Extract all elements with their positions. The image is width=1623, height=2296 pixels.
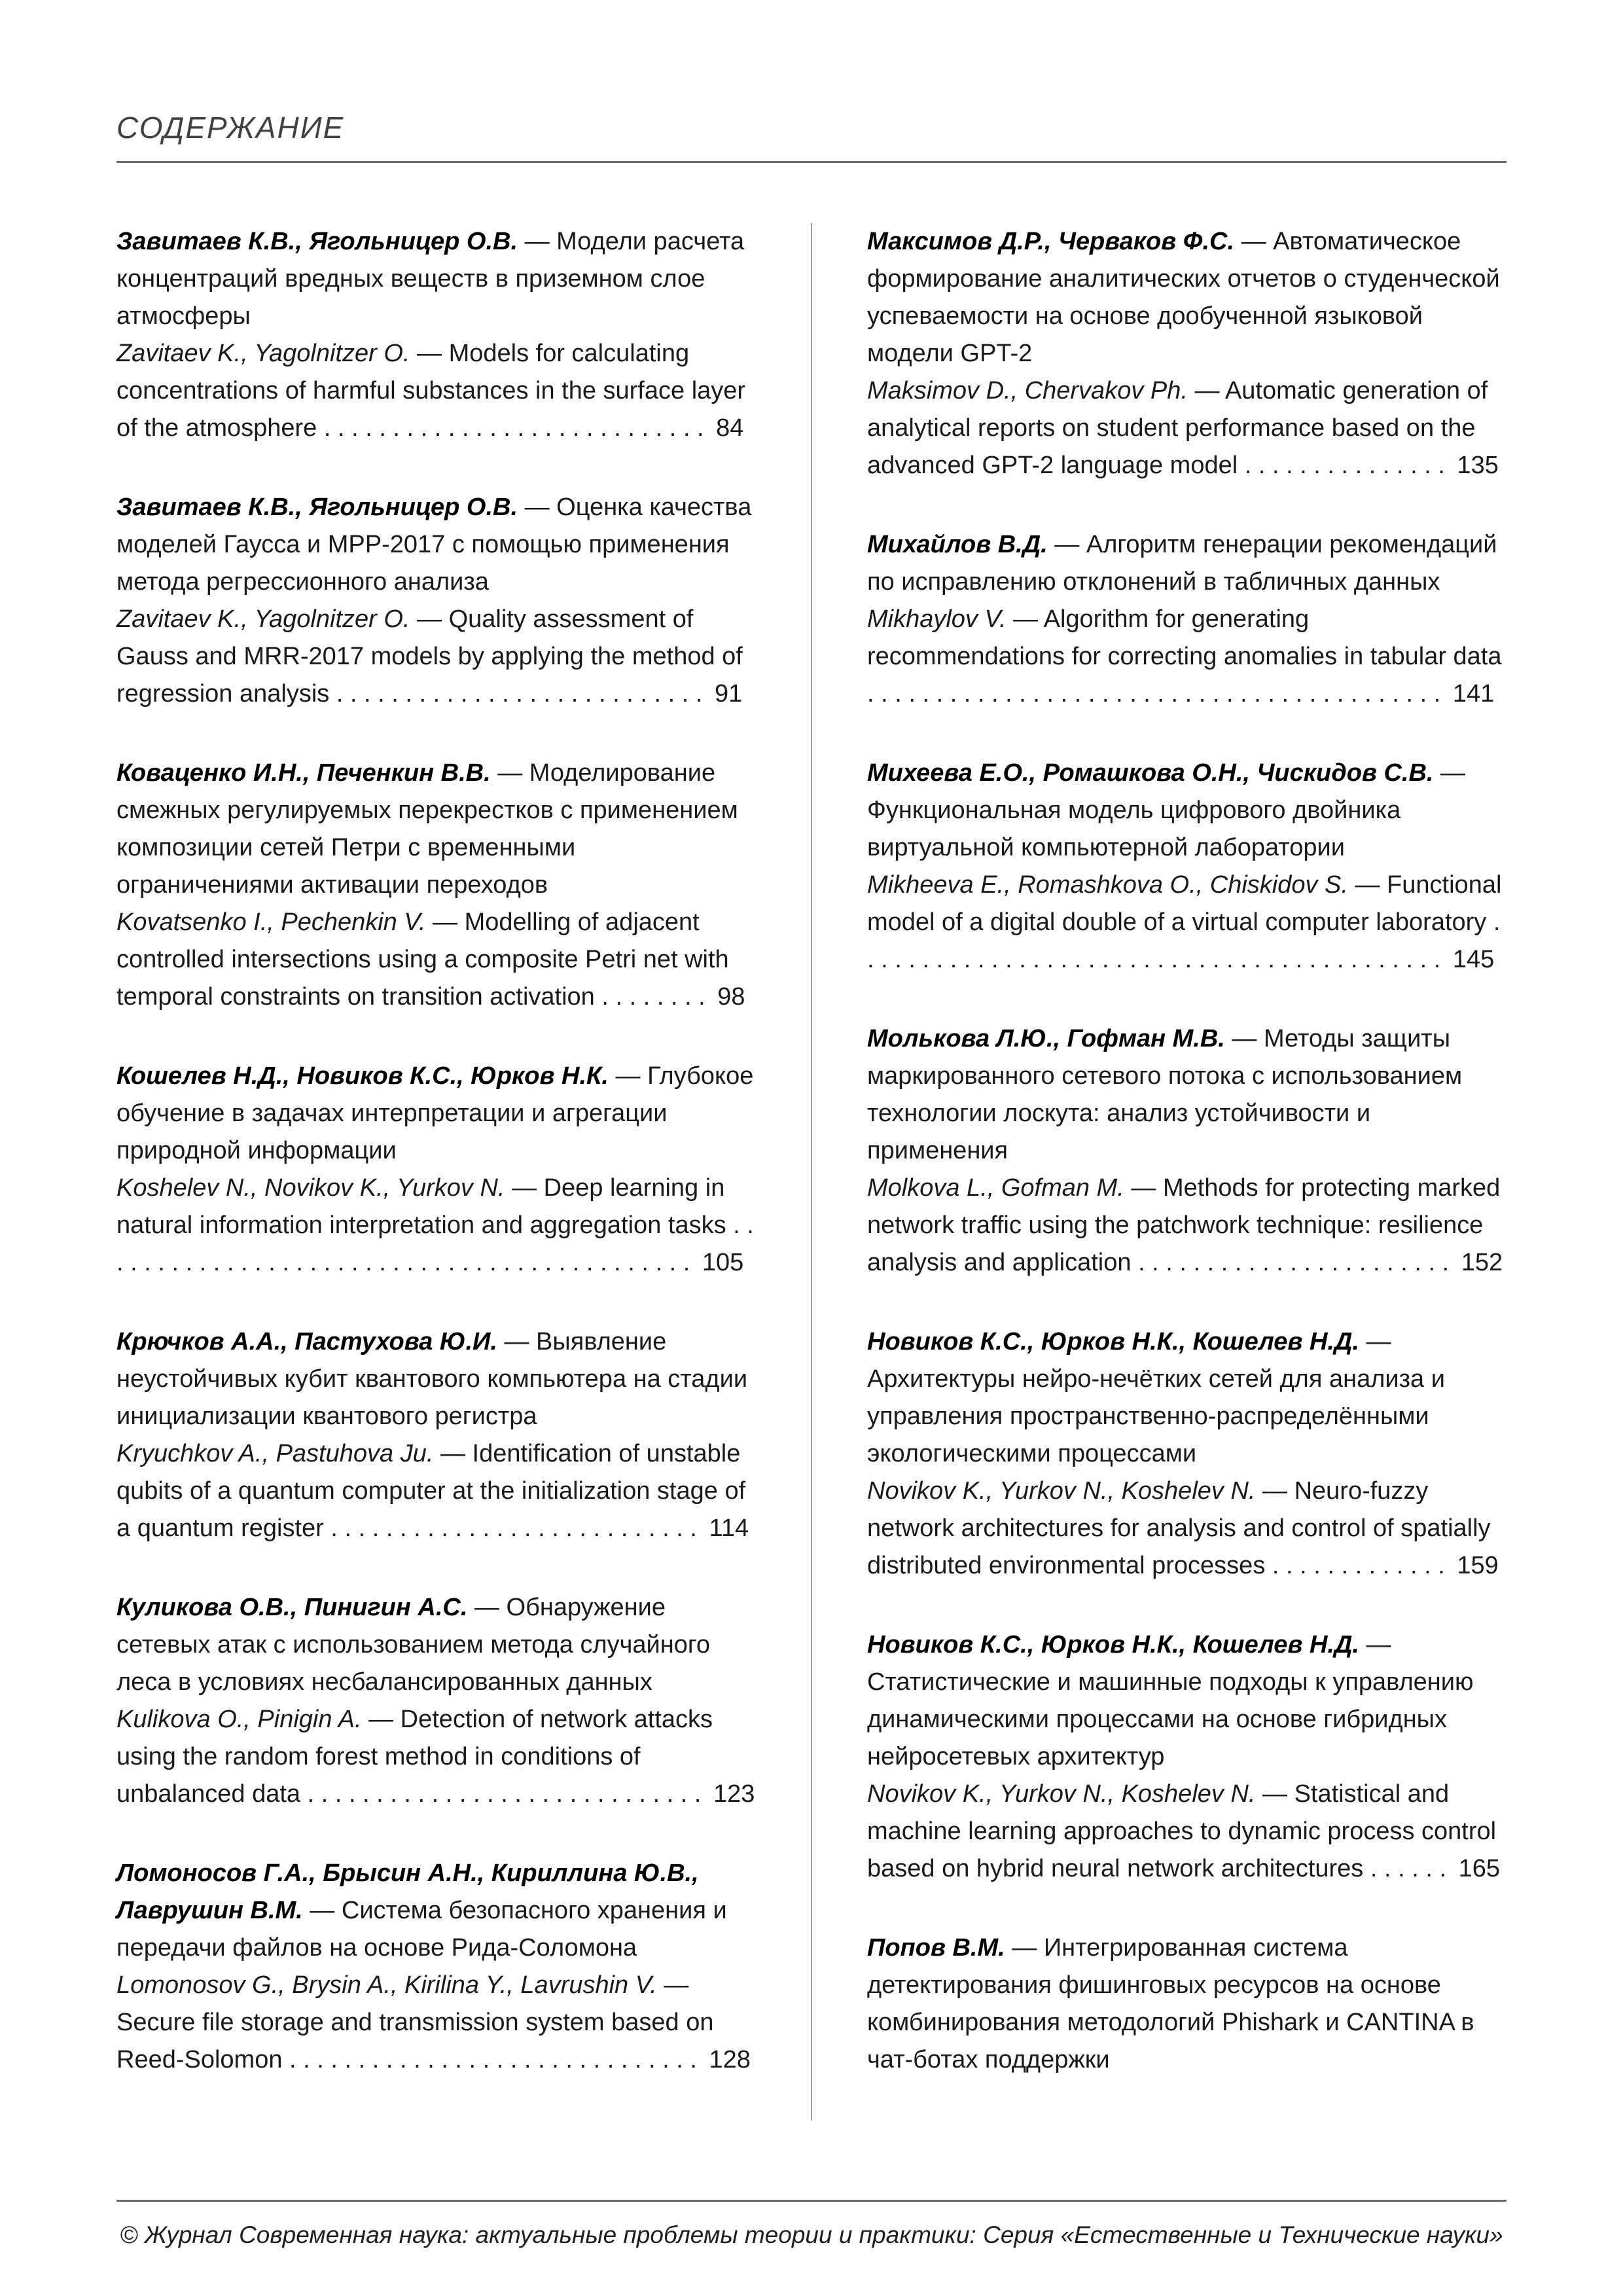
- toc-en-title: Identification of unstable qubits of a quantum computer at the initialization stage of a quantum register: [116, 1440, 746, 1542]
- toc-entry-english: [116, 1435, 756, 1547]
- toc-entry: [867, 1323, 1507, 1585]
- toc-page-number: 114: [709, 1515, 749, 1542]
- page-footer: [116, 2200, 1507, 2296]
- toc-en-authors: Novikov K., Yurkov N., Koshelev N.: [867, 1477, 1256, 1505]
- toc-leader-dots: . . . . . . . . . . . . . . . . . . . . . . .: [1138, 1249, 1456, 1276]
- toc-en-authors: Novikov K., Yurkov N., Koshelev N.: [867, 1780, 1256, 1808]
- toc-leader-dots: . . . . . . . . . . . . .: [1272, 1552, 1452, 1579]
- toc-ru-authors: Михайлов В.Д.: [867, 531, 1048, 558]
- toc-page-number: 135: [1457, 452, 1499, 479]
- toc-entry-english: [867, 1170, 1507, 1282]
- toc-en-authors: Kryuchkov A., Pastuhova Ju.: [116, 1440, 434, 1467]
- toc-page-number: 98: [717, 983, 745, 1011]
- toc-ru-title: Система безопасного хранения и передачи файлов на основе Рида-Соломона: [116, 1897, 727, 1962]
- toc-leader-dots: . . . . . . . . . . . . . . . . . . . . . . . . . . .: [330, 1515, 704, 1542]
- toc-en-separator: —: [1187, 377, 1225, 404]
- toc-ru-authors: Попов В.М.: [867, 1934, 1005, 1962]
- toc-ru-authors: Завитаев К.В., Ягольницер О.В.: [116, 228, 518, 255]
- toc-leader-dots: . . . . . . . . . . . . . . . . . . . . . . . . . . . . .: [307, 1780, 708, 1808]
- toc-en-authors: Mikhaylov V.: [867, 605, 1007, 633]
- toc-en-title: Models for calculating concentrations of harmful substances in the surface layer of the atmosphere: [116, 340, 746, 442]
- toc-en-separator: —: [1124, 1174, 1163, 1202]
- toc-page-number: 152: [1461, 1249, 1503, 1276]
- toc-entry: [867, 755, 1507, 978]
- toc-ru-separator: —: [1359, 1631, 1391, 1659]
- toc-entry-russian: [116, 1855, 756, 1967]
- toc-entry: [867, 223, 1507, 484]
- toc-entry: [116, 1058, 756, 1282]
- journal-imprint: © Журнал Современная наука: актуальные проблемы теории и практики: Серия «Естественные и Технические науки»: [120, 2221, 1503, 2248]
- toc-entry: [867, 1929, 1507, 2079]
- toc-entry-russian: [116, 755, 756, 904]
- toc-en-title: Neuro-fuzzy network architectures for analysis and control of spatially distributed environmental processes: [867, 1477, 1491, 1579]
- toc-entry: [867, 1626, 1507, 1888]
- toc-en-authors: Lomonosov G., Brysin A., Kirilina Y., Lavrushin V.: [116, 1971, 657, 1999]
- toc-entry-russian: [867, 1020, 1507, 1170]
- toc-en-title: Functional model of a digital double of a virtual computer laboratory: [867, 871, 1502, 936]
- toc-entry: [116, 223, 756, 447]
- toc-entry-russian: [867, 1626, 1507, 1776]
- toc-en-authors: Kulikova O., Pinigin A.: [116, 1706, 362, 1733]
- toc-entry: [116, 1855, 756, 2079]
- toc-entry-english: [867, 601, 1507, 713]
- toc-entry-english: [867, 867, 1507, 978]
- toc-page-number: 128: [709, 2046, 751, 2073]
- toc-leader-dots: . . . . . .: [1370, 1855, 1454, 1882]
- toc-en-separator: —: [433, 1440, 473, 1467]
- toc-ru-authors: Куликова О.В., Пинигин А.С.: [116, 1594, 468, 1621]
- toc-entry: [116, 1589, 756, 1813]
- toc-page-number: 91: [714, 680, 743, 708]
- toc-en-title: Statistical and machine learning approaches to dynamic process control based on hybrid neural network architectures: [867, 1780, 1497, 1882]
- toc-ru-authors: Новиков К.С., Юрков Н.К., Кошелев Н.Д.: [867, 1631, 1359, 1659]
- toc-ru-title: Методы защиты маркированного сетевого потока с использованием технологии лоскута: анализ устойчивости и применения: [867, 1025, 1463, 1164]
- toc-ru-title: Алгоритм генерации рекомендаций по исправлению отклонений в табличных данных: [867, 531, 1497, 596]
- toc-ru-title: Интегрированная система детектирования фишинговых ресурсов на основе комбинирования методологий Phishark и CANTINA в чат-ботах поддержки: [867, 1934, 1474, 2073]
- toc-en-authors: Kovatsenko I., Pechenkin V.: [116, 908, 426, 936]
- toc-en-separator: —: [1255, 1780, 1294, 1808]
- toc-entry-english: [867, 372, 1507, 484]
- toc-ru-title: Обнаружение сетевых атак с использованием метода случайного леса в условиях несбалансированных данных: [116, 1594, 711, 1696]
- toc-en-separator: —: [425, 908, 465, 936]
- toc-column-right: [867, 223, 1507, 2121]
- toc-leader-dots: . . . . . . . . . . . . . . . . . . . . . . . . . . . .: [323, 414, 711, 442]
- toc-leader-dots: . . . . . . . .: [601, 983, 713, 1011]
- toc-page-number: 141: [1452, 680, 1495, 708]
- toc-leader-dots: . . . . . . . . . . . . . . . . . . . . . . . . . . . . . . . . . . . . . . . . . . .: [867, 908, 1501, 973]
- toc-ru-separator: —: [608, 1062, 648, 1090]
- toc-ru-separator: —: [490, 759, 529, 787]
- toc-ru-title: Глубокое обучение в задачах интерпретации и агрегации природной информации: [116, 1062, 754, 1164]
- toc-en-title: Quality assessment of Gauss and MRR-2017 models by applying the method of regression analysis: [116, 605, 743, 708]
- toc-en-title: Detection of network attacks using the random forest method in conditions of unbalanced data: [116, 1706, 713, 1808]
- toc-entry-english: [116, 335, 756, 447]
- toc-en-title: Modelling of adjacent controlled intersections using a composite Petri net with temporal constraints on transition activation: [116, 908, 729, 1011]
- toc-entry: [867, 526, 1507, 713]
- toc-ru-separator: —: [1224, 1025, 1264, 1052]
- toc-page-number: 145: [1452, 946, 1495, 973]
- toc-en-title: Secure file storage and transmission system based on Reed-Solomon: [116, 2009, 714, 2073]
- toc-entry: [116, 755, 756, 1016]
- toc-entry-russian: [116, 223, 756, 335]
- toc-ru-separator: —: [1047, 531, 1086, 558]
- toc-entry-russian: [867, 1323, 1507, 1473]
- toc-en-authors: Zavitaev K., Yagolnitzer O.: [116, 605, 410, 633]
- toc-ru-title: Модели расчета концентраций вредных веществ в приземном слое атмосферы: [116, 228, 745, 330]
- toc-leader-dots: . . . . . . . . . . . . . . . . . . . . . . . . . . . . . .: [289, 2046, 704, 2073]
- toc-ru-authors: Максимов Д.Р., Черваков Ф.С.: [867, 228, 1235, 255]
- toc-entry-english: [116, 1967, 756, 2079]
- toc-ru-separator: —: [1359, 1328, 1391, 1355]
- toc-entry-russian: [867, 223, 1507, 372]
- toc-en-separator: —: [1255, 1477, 1294, 1505]
- toc-ru-authors: Кошелев Н.Д., Новиков К.С., Юрков Н.К.: [116, 1062, 609, 1090]
- toc-page-number: 159: [1457, 1552, 1499, 1579]
- toc-ru-title: Оценка качества моделей Гаусса и МРР-2017 с помощью применения метода регрессионного анализа: [116, 493, 752, 596]
- toc-ru-title: Автоматическое формирование аналитических отчетов о студенческой успеваемости на основе дообученной языковой модели GPT-2: [867, 228, 1500, 367]
- toc-ru-title: Функциональная модель цифрового двойника виртуальной компьютерной лаборатории: [867, 797, 1401, 861]
- toc-ru-title: Моделирование смежных регулируемых перекрестков с применением композиции сетей Петри с временными ограничениями активации переходов: [116, 759, 738, 899]
- toc-en-separator: —: [505, 1174, 544, 1202]
- toc-ru-title: Выявление неустойчивых кубит квантового компьютера на стадии инициализации квантового регистра: [116, 1328, 748, 1430]
- toc-ru-separator: —: [497, 1328, 537, 1355]
- toc-en-title: Methods for protecting marked network traffic using the patchwork technique: resilience analysis and application: [867, 1174, 1501, 1276]
- toc-en-authors: Mikheeva E., Romashkova O., Chiskidov S.: [867, 871, 1348, 899]
- toc-en-title: Automatic generation of analytical reports on student performance based on the advanced GPT-2 language model: [867, 377, 1488, 479]
- toc-entry-english: [116, 1701, 756, 1813]
- toc-en-separator: —: [361, 1706, 401, 1733]
- toc-ru-separator: —: [467, 1594, 507, 1621]
- toc-page-number: 123: [713, 1780, 755, 1808]
- toc-entry-russian: [116, 1589, 756, 1701]
- toc-ru-authors: Ломоносов Г.А., Брысин А.Н., Кириллина Ю.В., Лаврушин В.М.: [116, 1859, 699, 1924]
- toc-ru-separator: —: [518, 228, 557, 255]
- toc-en-title: Deep learning in natural information interpretation and aggregation tasks: [116, 1174, 734, 1239]
- toc-entry-russian: [116, 1058, 756, 1170]
- toc-ru-authors: Крючков А.А., Пастухова Ю.И.: [116, 1328, 497, 1355]
- toc-entry-russian: [867, 526, 1507, 601]
- toc-en-separator: —: [656, 1971, 689, 1999]
- toc-ru-authors: Новиков К.С., Юрков Н.К., Кошелев Н.Д.: [867, 1328, 1359, 1355]
- toc-ru-authors: Михеева Е.О., Ромашкова О.Н., Чискидов С.В.: [867, 759, 1434, 787]
- toc-ru-authors: Коваценко И.Н., Печенкин В.В.: [116, 759, 491, 787]
- toc-entry-english: [116, 601, 756, 713]
- header-rule: [116, 161, 1507, 163]
- toc-en-separator: —: [410, 605, 449, 633]
- toc-en-title: Algorithm for generating recommendations for correcting anomalies in tabular data: [867, 605, 1502, 670]
- toc-page-number: 105: [702, 1249, 744, 1276]
- toc-columns: [116, 223, 1507, 2121]
- toc-entry: [116, 489, 756, 713]
- toc-ru-separator: —: [1234, 228, 1274, 255]
- toc-entry-english: [867, 1473, 1507, 1585]
- toc-en-authors: Maksimov D., Chervakov Ph.: [867, 377, 1188, 404]
- toc-entry-russian: [116, 489, 756, 601]
- toc-entry-russian: [116, 1323, 756, 1435]
- toc-en-separator: —: [410, 340, 449, 367]
- toc-ru-authors: Завитаев К.В., Ягольницер О.В.: [116, 493, 518, 521]
- toc-entry-russian: [867, 1929, 1507, 2079]
- toc-ru-authors: Молькова Л.Ю., Гофман М.В.: [867, 1025, 1225, 1052]
- toc-entry: [867, 1020, 1507, 1282]
- toc-ru-separator: —: [518, 493, 557, 521]
- toc-entry-english: [116, 1170, 756, 1282]
- column-divider-line: [811, 223, 812, 2121]
- toc-en-separator: —: [1006, 605, 1044, 633]
- toc-entry-english: [116, 904, 756, 1016]
- toc-leader-dots: . . . . . . . . . . . . . . . . . . . . . . . . . . .: [336, 680, 709, 708]
- toc-ru-separator: —: [302, 1897, 342, 1924]
- toc-en-authors: Zavitaev K., Yagolnitzer O.: [116, 340, 410, 367]
- page-header: [116, 110, 1507, 163]
- toc-page-number: 165: [1458, 1855, 1500, 1882]
- toc-entry-english: [867, 1776, 1507, 1888]
- toc-leader-dots: . . . . . . . . . . . . . . .: [1244, 452, 1452, 479]
- toc-ru-separator: —: [1433, 759, 1466, 787]
- toc-page-number: 84: [716, 414, 744, 442]
- toc-column-left: [116, 223, 756, 2121]
- toc-entry-russian: [867, 755, 1507, 867]
- toc-en-authors: Molkova L., Gofman M.: [867, 1174, 1124, 1202]
- toc-leader-dots: . . . . . . . . . . . . . . . . . . . . . . . . . . . . . . . . . . . . . . . . . . . .: [116, 1211, 754, 1276]
- toc-ru-separator: —: [1005, 1934, 1044, 1962]
- toc-ru-title: Архитектуры нейро-нечётких сетей для анализа и управления пространственно-распределёнными экологическими процессами: [867, 1365, 1445, 1467]
- toc-en-authors: Koshelev N., Novikov K., Yurkov N.: [116, 1174, 505, 1202]
- page-title: СОДЕРЖАНИЕ: [116, 111, 345, 145]
- toc-ru-title: Статистические и машинные подходы к управлению динамическими процессами на основе гибридных нейросетевых архитектур: [867, 1668, 1474, 1770]
- toc-entry: [116, 1323, 756, 1547]
- toc-en-separator: —: [1347, 871, 1387, 899]
- toc-leader-dots: . . . . . . . . . . . . . . . . . . . . . . . . . . . . . . . . . . . . . . . . . .: [867, 680, 1448, 708]
